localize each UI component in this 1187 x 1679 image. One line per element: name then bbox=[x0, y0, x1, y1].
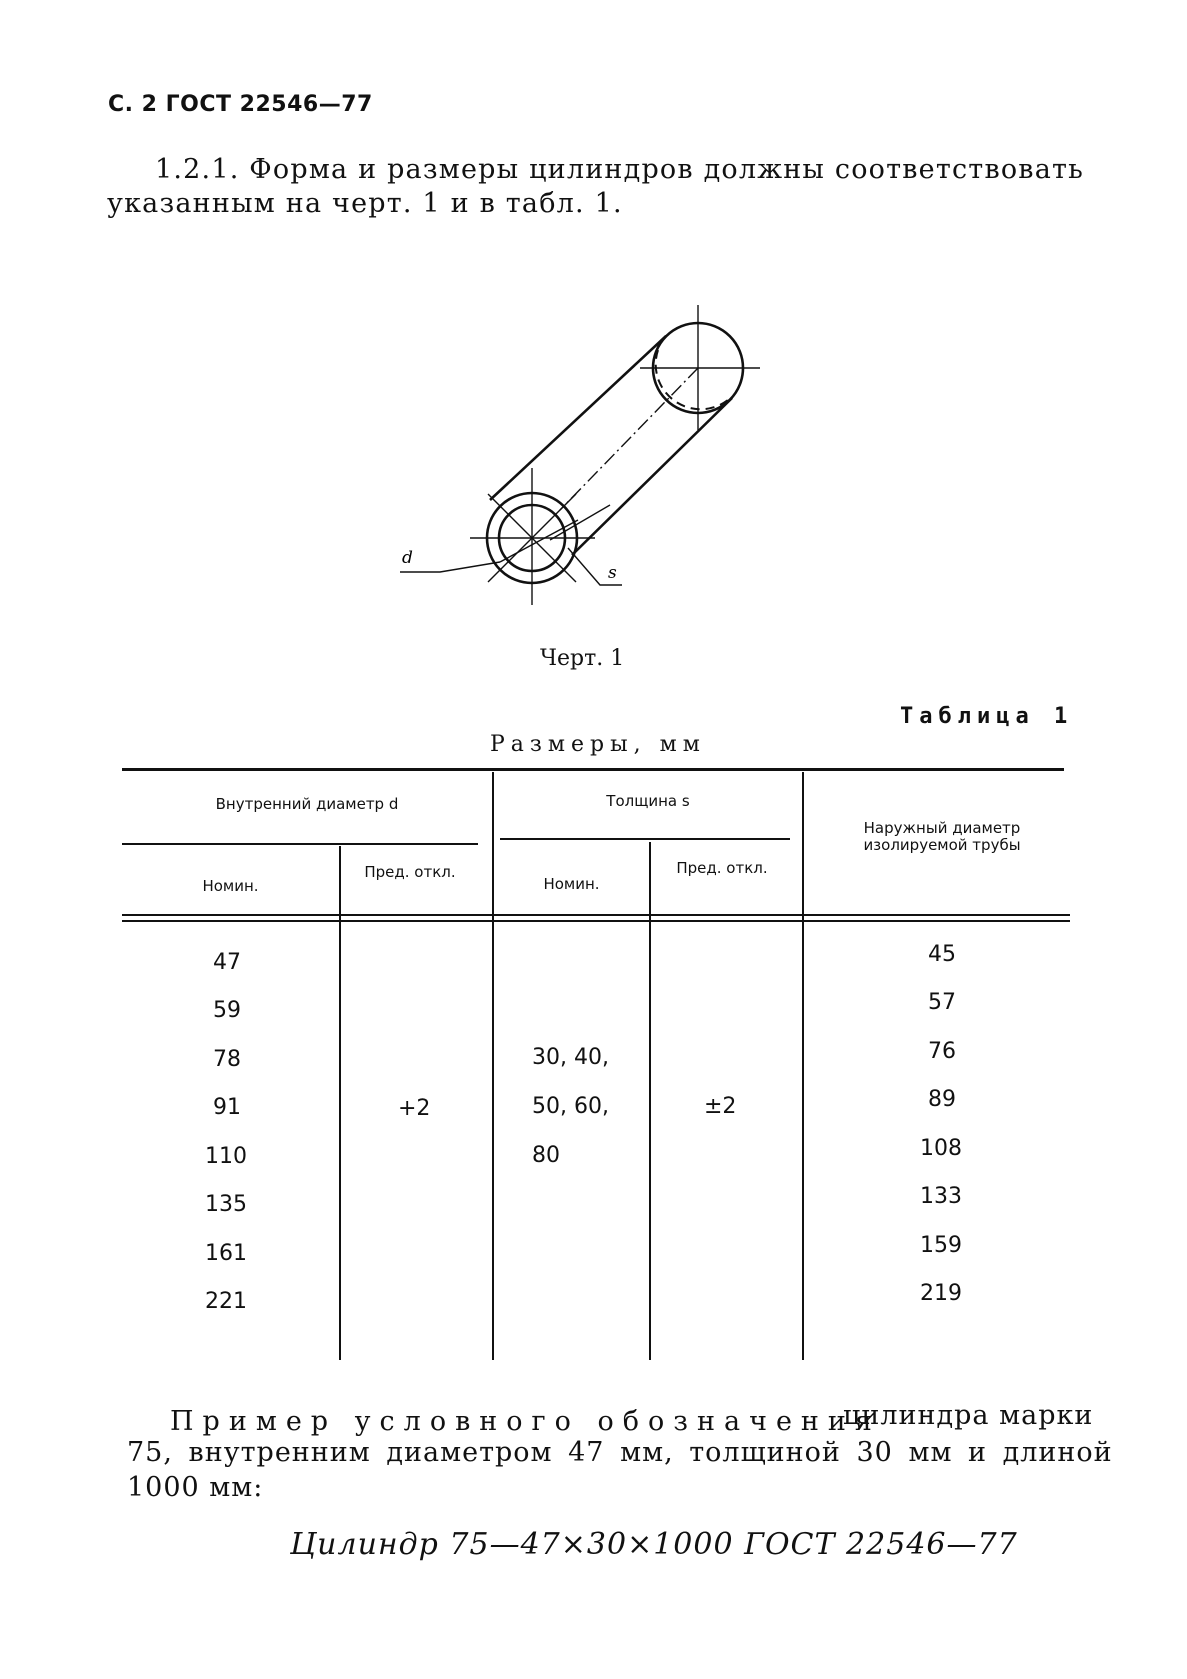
drawing-caption: Черт. 1 bbox=[540, 646, 625, 671]
tube-outline-lower bbox=[572, 398, 732, 555]
inner-nominal-cell: 47 bbox=[213, 950, 241, 975]
tube-outline-upper bbox=[490, 336, 666, 500]
inner-nominal-cell: 59 bbox=[213, 998, 241, 1023]
thickness-tolerance-cell: ±2 bbox=[704, 1094, 737, 1119]
inner-nominal-cell: 91 bbox=[213, 1095, 241, 1120]
outer-diameter-cell: 108 bbox=[920, 1136, 962, 1161]
inner-nominal-cell: 78 bbox=[213, 1047, 241, 1072]
thickness-nominal-cell: 80 bbox=[532, 1143, 560, 1168]
inner-tolerance-cell: +2 bbox=[398, 1096, 431, 1121]
outer-diameter-cell: 219 bbox=[920, 1281, 962, 1306]
table-top-rule bbox=[122, 768, 1064, 771]
label-s: s bbox=[608, 563, 617, 583]
clause-text-line-1: 1.2.1. Форма и размеры цилиндров должны соответствовать bbox=[155, 154, 1085, 185]
header-nominal-inner: Номин. bbox=[202, 877, 259, 895]
example-text-line-1b: цилиндра марки bbox=[843, 1400, 1094, 1431]
cylinder-drawing bbox=[400, 300, 780, 620]
table-subtitle: Размеры, мм bbox=[490, 732, 706, 757]
header-bottom-rule-1 bbox=[122, 914, 1070, 916]
outer-diameter-cell: 57 bbox=[928, 990, 956, 1015]
col-divider-4 bbox=[802, 772, 804, 1360]
example-text-line-2: 75, внутренним диаметром 47 мм, толщиной 30 мм и длиной bbox=[127, 1437, 1113, 1468]
inner-nominal-cell: 110 bbox=[205, 1144, 247, 1169]
outer-diameter-cell: 45 bbox=[928, 942, 956, 967]
example-text-line-3: 1000 мм: bbox=[127, 1472, 264, 1503]
thickness-nominal-cell: 50, 60, bbox=[532, 1094, 609, 1119]
header-outer-pipe: Наружный диаметр изолируемой трубы bbox=[863, 819, 1021, 854]
header-tolerance-thickness: Пред. откл. bbox=[676, 859, 768, 877]
inner-nominal-cell: 161 bbox=[205, 1241, 247, 1266]
col-divider-3 bbox=[649, 842, 651, 1360]
rule-under-inner bbox=[122, 843, 478, 845]
header-tolerance-inner: Пред. откл. bbox=[364, 863, 456, 881]
page-header: С. 2 ГОСТ 22546—77 bbox=[108, 92, 373, 117]
rule-under-thickness bbox=[500, 838, 790, 840]
inner-nominal-cell: 135 bbox=[205, 1192, 247, 1217]
table-number: Таблица 1 bbox=[900, 704, 1074, 729]
header-inner-diameter: Внутренний диаметр d bbox=[215, 795, 399, 813]
header-thickness: Толщина s bbox=[606, 792, 690, 810]
outer-diameter-cell: 133 bbox=[920, 1184, 962, 1209]
clause-text-line-2: указанным на черт. 1 и в табл. 1. bbox=[107, 188, 623, 219]
header-nominal-thickness: Номин. bbox=[543, 875, 600, 893]
example-designation: Цилиндр 75—47×30×1000 ГОСТ 22546—77 bbox=[290, 1527, 1018, 1562]
label-d: d bbox=[402, 548, 413, 568]
inner-nominal-cell: 221 bbox=[205, 1289, 247, 1314]
header-bottom-rule-2 bbox=[122, 920, 1070, 922]
example-text-line-1a: Пример условного обозначения bbox=[170, 1406, 881, 1437]
col-divider-1 bbox=[339, 846, 341, 1360]
outer-diameter-cell: 159 bbox=[920, 1233, 962, 1258]
outer-diameter-cell: 76 bbox=[928, 1039, 956, 1064]
thickness-nominal-cell: 30, 40, bbox=[532, 1045, 609, 1070]
col-divider-2 bbox=[492, 772, 494, 1360]
outer-diameter-cell: 89 bbox=[928, 1087, 956, 1112]
